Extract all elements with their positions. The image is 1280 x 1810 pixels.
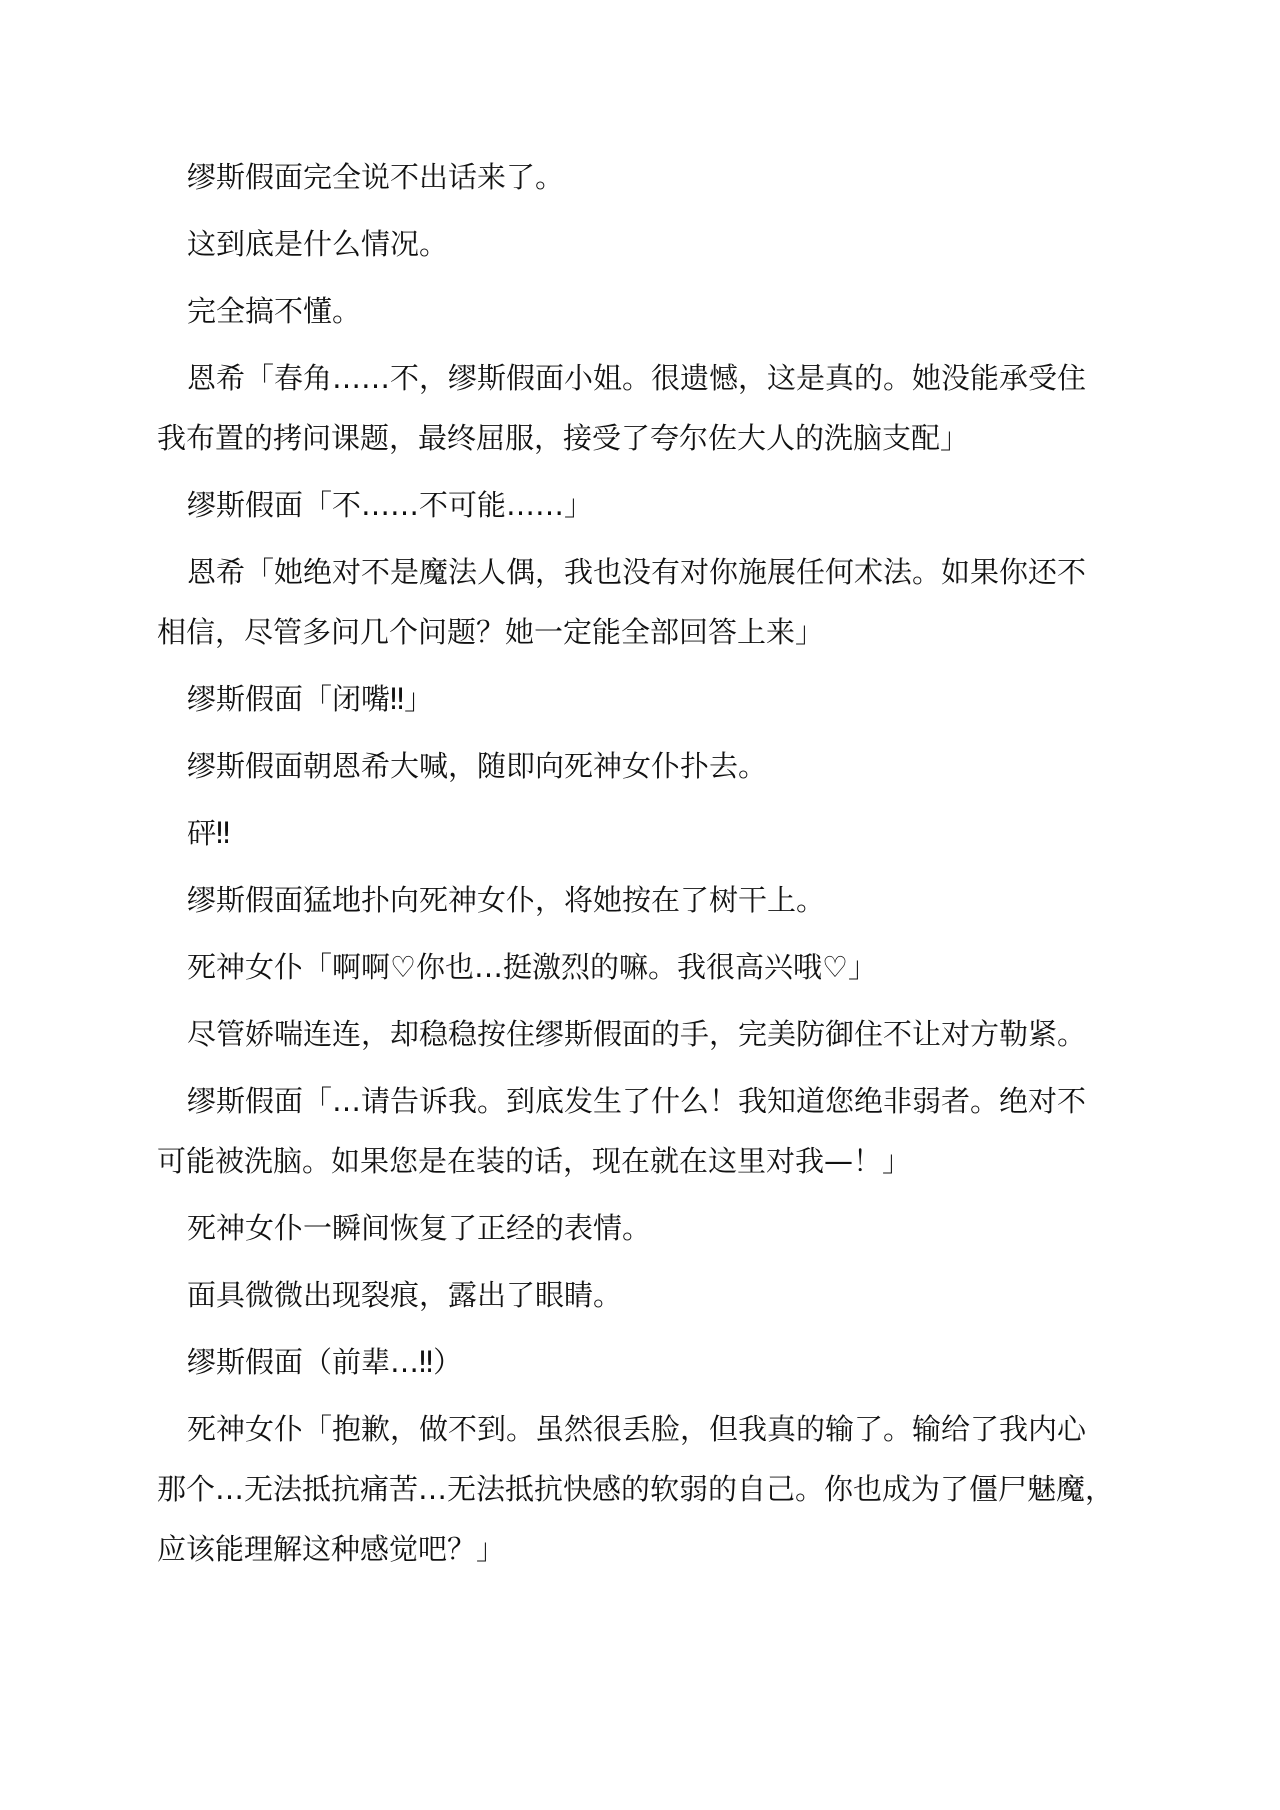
text-line: 那个…无法抵抗痛苦…无法抵抗快感的软弱的自己。你也成为了僵尸魅魔， (157, 1472, 1115, 1506)
paragraph (157, 542, 1147, 662)
text-line: 死神女仆一瞬间恢复了正经的表情。 (187, 1211, 652, 1245)
paragraph (157, 870, 1147, 930)
text-line: 应该能理解这种感觉吧？」 (157, 1532, 506, 1566)
text-line: 我布置的拷问课题，最终屈服，接受了夸尔佐大人的洗脑支配」 (157, 421, 970, 455)
text-line: 相信，尽管多问几个问题？她一定能全部回答上来」 (157, 615, 825, 649)
text-line: 恩希「她绝对不是魔法人偶，我也没有对你施展任何术法。如果你还不 (187, 555, 1087, 589)
paragraph (157, 1004, 1147, 1064)
text-line: 完全搞不懂。 (187, 294, 362, 328)
text-line: 这到底是什么情况。 (187, 227, 449, 261)
text-line: 砰‼ (187, 816, 231, 850)
text-line: 死神女仆「啊啊♡你也…挺激烈的嘛。我很高兴哦♡」 (187, 950, 877, 984)
text-line: 尽管娇喘连连，却稳稳按住缪斯假面的手，完美防御住不让对方勒紧。 (187, 1017, 1087, 1051)
paragraph (157, 736, 1147, 796)
text-line: 缪斯假面完全说不出话来了。 (187, 160, 565, 194)
paragraph (157, 348, 1147, 468)
text-line: 缪斯假面朝恩希大喊，随即向死神女仆扑去。 (187, 749, 768, 783)
text-line: 死神女仆「抱歉，做不到。虽然很丢脸，但我真的输了。输给了我内心 (187, 1412, 1087, 1446)
paragraph (157, 147, 1147, 207)
paragraph (157, 214, 1147, 274)
text-line: 恩希「春角……不，缪斯假面小姐。很遗憾，这是真的。她没能承受住 (187, 361, 1087, 395)
paragraph (157, 1332, 1147, 1392)
paragraph (157, 475, 1147, 535)
text-line: 缪斯假面猛地扑向死神女仆，将她按在了树干上。 (187, 883, 826, 917)
text-line: 缪斯假面「闭嘴‼」 (187, 682, 434, 716)
paragraph (157, 803, 1147, 863)
text-line: 缪斯假面「…请告诉我。到底发生了什么！我知道您绝非弱者。绝对不 (187, 1084, 1087, 1118)
text-line: 缪斯假面（前辈…‼） (187, 1345, 463, 1379)
paragraph (157, 281, 1147, 341)
paragraph (157, 1399, 1147, 1579)
paragraph (157, 1265, 1147, 1325)
paragraph (157, 937, 1147, 997)
document-body (157, 147, 1147, 1586)
text-line: 可能被洗脑。如果您是在装的话，现在就在这里对我—！」 (157, 1144, 912, 1178)
text-line: 缪斯假面「不……不可能……」 (187, 488, 594, 522)
paragraph (157, 1198, 1147, 1258)
paragraph (157, 669, 1147, 729)
paragraph (157, 1071, 1147, 1191)
text-line: 面具微微出现裂痕，露出了眼睛。 (187, 1278, 623, 1312)
